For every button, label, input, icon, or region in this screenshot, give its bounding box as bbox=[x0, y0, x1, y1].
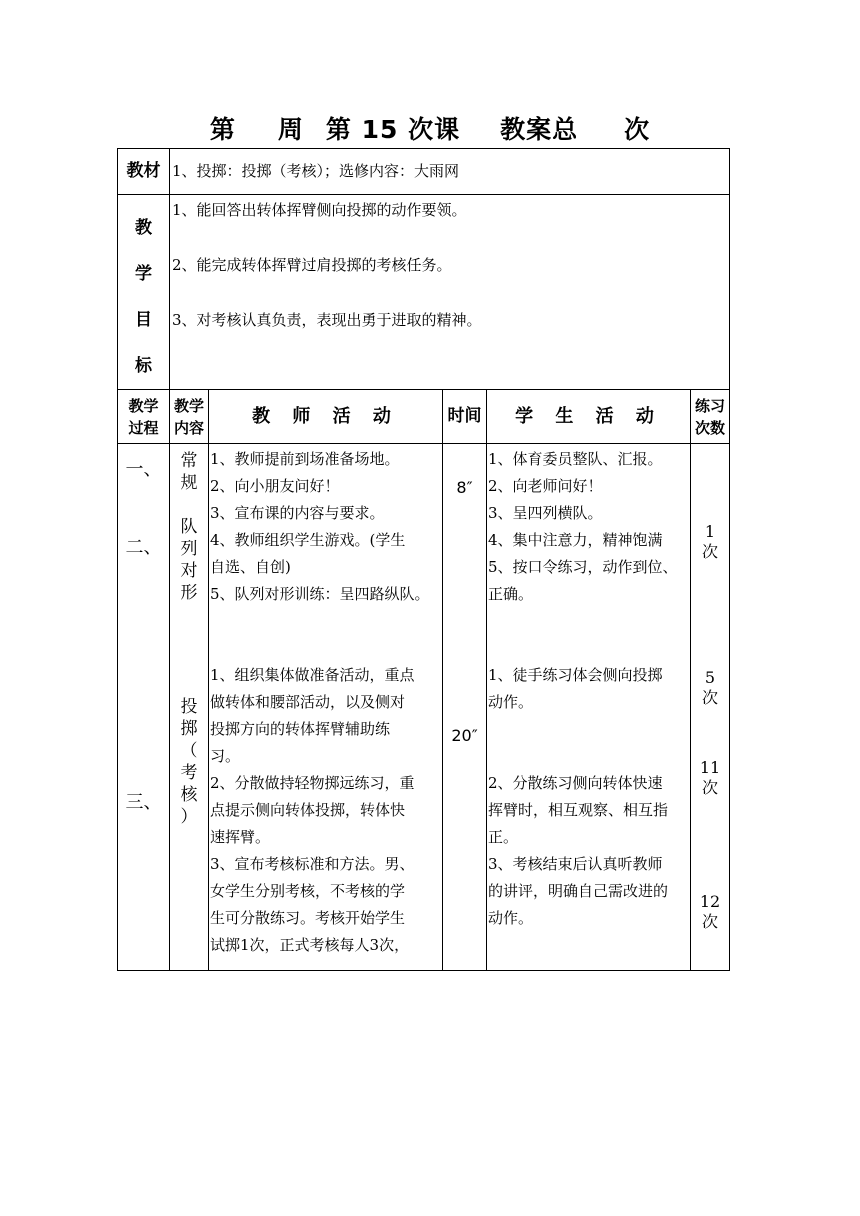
process-step-1: 一、 bbox=[125, 459, 162, 480]
time-column bbox=[443, 444, 487, 971]
header-time: 时间 bbox=[443, 390, 487, 444]
header-process: 教学 过程 bbox=[118, 390, 170, 444]
reps-4: 12 次 bbox=[699, 892, 721, 931]
header-teacher-activity: 教 师 活 动 bbox=[209, 390, 443, 444]
header-content: 教学 内容 bbox=[170, 390, 209, 444]
reps-1: 1 次 bbox=[702, 522, 719, 561]
materials-label: 教材 bbox=[118, 149, 170, 195]
objectives-row bbox=[118, 195, 730, 390]
materials-text: 1、投掷：投掷（考核）；选修内容：大雨网 bbox=[170, 149, 730, 195]
title-plan-total: 教案总 bbox=[500, 115, 579, 144]
process-step-2: 二、 bbox=[125, 537, 162, 558]
title-week-prefix: 第 bbox=[209, 115, 236, 144]
header-student-activity: 学 生 活 动 bbox=[487, 390, 691, 444]
reps-column bbox=[691, 444, 730, 971]
process-step-3: 三、 bbox=[125, 792, 162, 813]
time-part-2: 20″ bbox=[451, 726, 478, 745]
lesson-plan-title bbox=[0, 110, 860, 146]
objective-item: 3、对考核认真负责，表现出勇于进取的精神。 bbox=[172, 311, 482, 329]
teacher-activities: 1、教师提前到场准备场地。 2、向小朋友问好！ 3、宣布课的内容与要求。 4、教师组织学生游戏。(学生 自选、自创) 5、队列对形训练：呈四路纵队。 1、组织集体做准备活动，重点 做转体和腰部活动，以及侧对 投掷方向的转体挥臂辅助练 习。 2、分散做持轻物掷远练习，重 点提示侧向转体投掷，转体快 速挥臂。 3、宣布考核标准和方法。男、 女学生分别考核，不考核的学 生可分散练习。考核开始学生 试掷1次，正式考核每人3次， bbox=[209, 444, 443, 971]
objective-item: 2、能完成转体挥臂过肩投掷的考核任务。 bbox=[172, 256, 452, 274]
materials-row bbox=[118, 149, 730, 195]
objective-item: 1、能回答出转体挥臂侧向投掷的动作要领。 bbox=[172, 201, 467, 219]
title-week: 周 bbox=[277, 115, 304, 144]
lesson-content-column: 常 规 队 列 对 形 投 掷 （ 考 核 ） bbox=[170, 444, 209, 971]
reps-3: 11 次 bbox=[699, 758, 721, 797]
process-steps bbox=[118, 444, 170, 971]
lesson-plan-table bbox=[117, 148, 730, 971]
student-activities: 1、体育委员整队、汇报。 2、向老师问好！ 3、呈四列横队。 4、集中注意力，精神饱满 5、按口令练习，动作到位、 正确。 1、徒手练习体会侧向投掷 动作。 2、分散练习侧向转体快速 挥臂时，相互观察、相互指 正。 3、考核结束后认真听教师 的讲评，明确自己需改进的 动作。 bbox=[487, 444, 691, 971]
objectives-label: 教 学 目 标 bbox=[118, 195, 170, 390]
activities-row bbox=[118, 444, 730, 971]
time-part-1: 8″ bbox=[456, 478, 473, 497]
column-header-row bbox=[118, 390, 730, 444]
title-lesson-number: 第 15 次课 bbox=[325, 115, 461, 144]
header-reps: 练习 次数 bbox=[691, 390, 730, 444]
objectives-list bbox=[170, 195, 730, 390]
reps-2: 5 次 bbox=[702, 668, 719, 707]
title-count-suffix: 次 bbox=[624, 115, 651, 144]
